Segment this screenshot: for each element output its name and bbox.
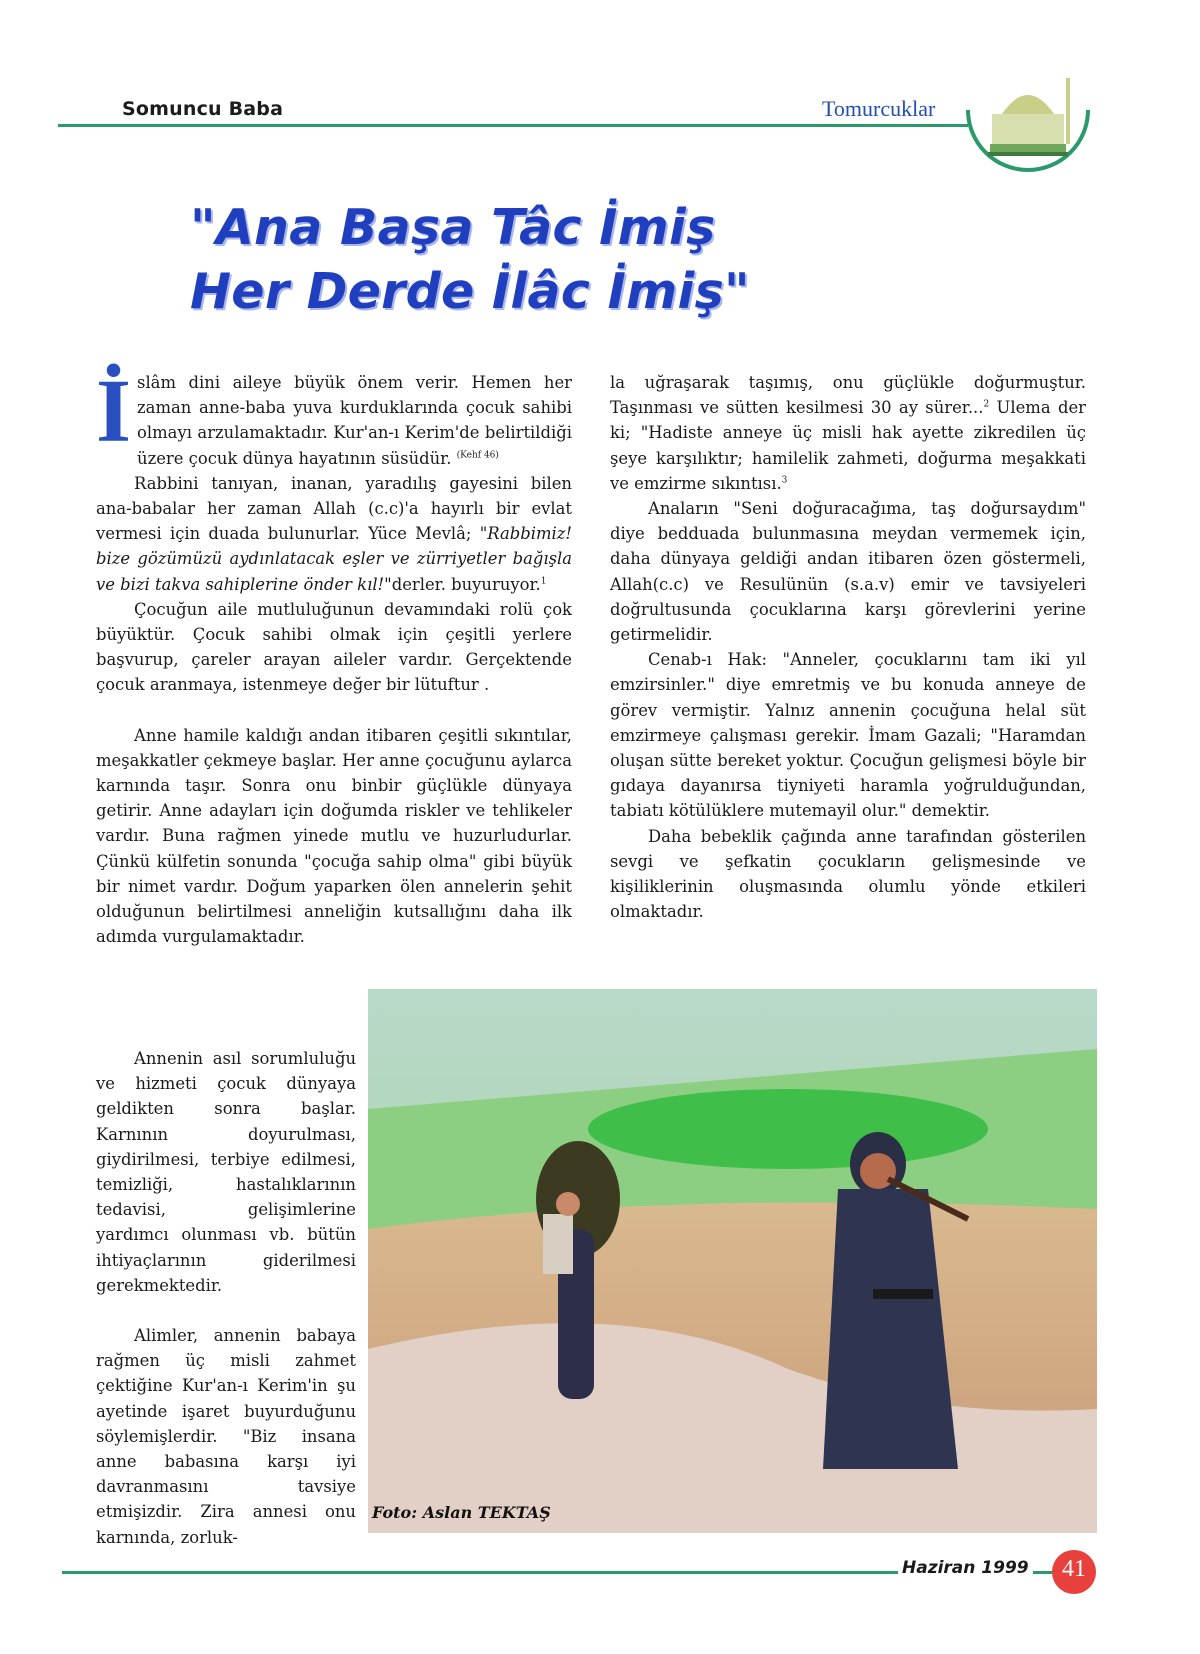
paragraph-text: la uğraşarak taşımış, onu güçlükle doğurmuştur. Taşınması ve sütten kesilmesi 30 ay sürer... [610,373,1086,418]
photo-mothers-in-field [368,989,1097,1533]
drop-cap: İ [96,362,132,461]
title-line-2: Her Derde İlâc İmiş" [190,263,750,320]
paragraph: Anne hamile kaldığı andan itibaren çeşitli sıkıntılar, meşakkatler çekmeye başlar. Her anne çocuğunu aylarca karnında taşır. Sonra onu binbir güçlükle dünyaya getirir. Anne adayları için doğumda riskler ve tehlikeler vardır. Buna rağmen yinede mutlu ve huzurludurlar. Çünkü külfetin sonunda "çocuğa sahip olma" gibi büyük bir nimet vardır. Doğum yaparken ölen annelerin şehit olduğunun belirtilmesi anneliğin kutsallığını daha ilk adımda vurgulamaktadır. [96,725,572,947]
paragraph: Daha bebeklik çağında anne tarafından gösterilen sevgi ve şefkatin çocukların gelişmesinde ve kişiliklerinin oluşmasında olumlu yönde etkileri olmaktadır. [610,826,1086,922]
right-column [610,370,1086,924]
photo-credit: Foto: Aslan TEKTAŞ [372,1503,551,1522]
paragraph [96,471,572,597]
reference: (Kehf 46) [456,450,499,461]
article-title [190,196,830,324]
footnote-mark: 1 [540,576,547,587]
title-line-1: "Ana Başa Tâc İmiş [190,199,716,256]
paragraph-text: slâm dini aileye büyük önem verir. Hemen her zaman anne-baba yuva kurduklarında çocuk sahibi olmayı arzulamaktadır. Kur'an-ı Kerim'de belirtildiği üzere çocuk dünya hayatının süsüdür. [137,373,572,468]
page-number: 41 [1062,1556,1086,1582]
footnote-mark: 2 [983,399,990,410]
paragraph: Annenin asıl sorumluluğu ve hizmeti çocuk dünyaya geldikten sonra başlar. Karnının doyurulması, giydirilmesi, terbiye edilmesi, temizliği, hastalıklarının tedavisi, gelişimlerine yardımcı olunması vb. bütün ihtiyaçlarının giderilmesi gerekmektedir. [96,1049,356,1295]
paragraph: Cenab-ı Hak: "Anneler, çocuklarını tam iki yıl emzirsinler." diye emretmiş ve bu konuda anneye de görev vermiştir. Yalnız annenin çocuğuna helal süt emzirmeye çalışması gerekir. İmam Gazali; "Haramdan oluşan sütte bereket yoktur. Çocuğun gelişmesi böyle bir gıdaya dayanırsa tiyniyeti haramla yoğrulduğundan, tabiatı kötülüklere mutemayil olur." demektir. [610,650,1086,821]
left-column [96,362,572,949]
magazine-name: Somuncu Baba [122,98,284,120]
paragraph: Çocuğun aile mutluluğunun devamındaki rolü çok büyüktür. Çocuk sahibi olmak için çeşitli yerlere başvurup, çareler arayan aileler vardır. Gerçektende çocuk aranmaya, istenmeye değer bir lütuftur . [96,599,572,695]
paragraph-text: Rabbini tanıyan, inanan, yaradılış gayesini bilen ana-babalar her zaman Allah (c.c)'a hayırlı bir evlat vermesi için duada bulunurlar. Yüce Mevlâ; " [96,473,572,544]
paragraph-text: "derler. buyuruyor. [384,574,541,594]
paragraph: Anaların "Seni doğuracağıma, taş doğursaydım" diye bedduada bulunmasına meydan vermemek için, daha dünyaya geldiği andan itibaren özen göstermeli, Allah(c.c) ve Resulünün (s.a.v) emir ve tavsiyeleri doğrultusunda çocuklarına karşı görevlerini yerine getirmelidir. [610,499,1086,645]
left-column-narrow [96,1046,356,1550]
issue-date: Haziran 1999 [898,1558,1033,1578]
paragraph [96,362,572,471]
header-divider [58,124,968,127]
mosque-emblem-icon [958,70,1098,194]
paragraph [610,370,1086,496]
section-name: Tomurcuklar [822,96,936,121]
paragraph-text: Ulema der ki; "Hadiste anneye üç misli hak ayette zikredilen üç şeye karşılıktır; hamilelik zahmeti, doğurma meşakkati ve emzirme sıkıntısı. [610,398,1086,493]
paragraph: Alimler, annenin babaya rağmen üç misli zahmet çektiğine Kur'an-ı Kerim'in şu ayetinde işaret buyurduğunu söylemişlerdir. "Biz insana anne babasına karşı iyi davranmasını tavsiye etmişizdir. Zira annesi onu karnında, zorluk- [96,1326,356,1547]
verse-quote: Rabbimiz! bize gözümüzü aydınlatacak eşler ve zürriyetler bağışla ve bizi takva sahiplerine önder kıl! [96,524,572,594]
footnote-mark: 3 [781,475,788,486]
